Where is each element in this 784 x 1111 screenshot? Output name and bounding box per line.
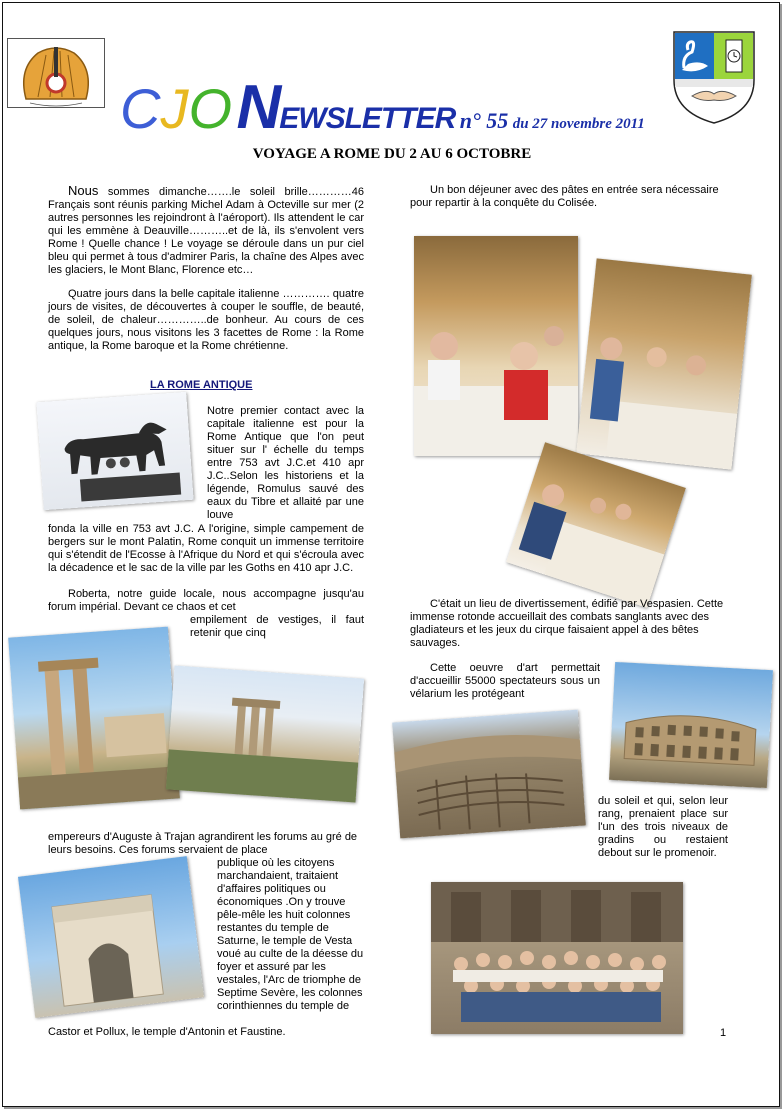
arch-drawing [18,856,204,1018]
forum-ruins-photo [166,666,364,803]
rome-antique-text-b: fonda la ville en 753 avt J.C. A l'origine, simple campement de bergers sur le mont Palatin, Rome conquit un immense territoire qui s'étendit de l'Ecosse à l'Afrique du Nord et qui s'écroula avec la décadence et le sac de la ville par les Goths en 410 apr J.C. [48,523,364,574]
group-photo [431,882,683,1034]
restaurant-photo-2 [576,258,752,469]
triumphal-arch-photo [18,856,204,1018]
intro-paragraph [48,184,364,277]
group-drawing [431,882,683,1034]
title-letter-o: O [188,77,233,140]
rome-antique-text-c: Roberta, notre guide locale, nous accompagne jusqu'au forum impérial. Devant ce chaos et cet [48,588,364,613]
temple-columns-drawing [8,627,180,810]
diners-drawing-1 [414,236,578,456]
she-wolf-statue-photo [36,392,193,510]
forum-columns-photo [8,627,180,810]
colosseum-interior-drawing [392,710,586,839]
lunch-paragraph: Un bon déjeuner avec des pâtes en entrée sera nécessaire pour repartir à la conquête du Colisée. [410,184,719,209]
rome-antique-text-a: Notre premier contact avec la capitale italienne est pour la Rome Antique que l'on peut situer sur l' échelle du temps entre 753 avt J.C.et 410 apr J.C..Selon les historiens et la légende, Romulus sauvé des eaux du Tibre et allaité par une louve [207,405,364,521]
town-crest [670,30,758,125]
second-paragraph: Quatre jours dans la belle capitale italienne …………. quatre jours de visites, de découvertes à couper le souffle, de beauté, de soleil, de chaleur…………..de bonheur. Au cours de ces quelques jours, nous visitons les 3 facettes de Rome : la Rome antique, la Rome baroque et la Rome chrétienne. [48,288,364,352]
page-number: 1 [720,1027,727,1039]
article-title: VOYAGE A ROME DU 2 AU 6 OCTOBRE [252,146,532,162]
issue-date: du 27 novembre 2011 [512,116,645,132]
forum-text-a: empereurs d'Auguste à Trajan agrandirent les forums au gré de leurs besoins. Ces forums servaient de place [48,831,358,856]
forum-ruins-drawing [166,666,364,803]
colisee-text-b: Cette oeuvre d'art permettait d'accueillir 55000 spectateurs sous un vélarium les protégeant [410,662,600,700]
diners-drawing-2 [576,258,752,469]
forum-text-c: Castor et Pollux, le temple d'Antonin et Faustine. [48,1026,286,1038]
issue-number: n° 55 [459,108,509,133]
forum-text-b: publique où les citoyens marchandaient, traitaient d'affaires politiques ou économiques .On y trouve pêle-mêle les huit colonnes restantes du temple de Saturne, le temple de Vesta voué au culte de la déesse du foyer et assuré par les vestales, l'Arc de triomphe de Septime Sevère, les colonnes corinthiennes du temple de [217,857,364,1012]
section-heading-rome-antique: LA ROME ANTIQUE [150,379,253,391]
colisee-text-a: C'était un lieu de divertissement, édifié par Vespasien. Cette immense rotonde accueillait des combats sanglants avec des gladiateurs et les jeux du cirque faisaient appel à des bêtes sauvages. [410,598,724,649]
intro-text: sommes dimanche…….le soleil brille…………46 Français sont réunis parking Michel Adam à Octeville sur mer (2 autres personnes les rejoindront à l'aéroport). Ils attendent le car qui les emmène à Deauville………..et de là, ils s'envolent vers Rome ! Quelle chance ! Le voyage se déroule dans un pur ciel bleu qui permet à tous d'admirer Paris, la chaîne des Alpes avec les glaciers, le Mont Blanc, Florence etc… [48,186,364,276]
colisee-text-c: du soleil et qui, selon leur rang, prenaient place sur l'un des trois niveaux de gradins ou restaient debout sur le promenoir. [598,795,728,859]
scallop-shell-logo-icon [8,39,104,107]
intro-first-word: Nous [68,183,99,198]
swan-clock-shield-icon [670,30,758,125]
colosseum-exterior-photo [609,662,773,788]
colosseum-interior-photo [392,710,586,839]
title-letter-j: J [160,77,189,140]
rome-antique-text-d: empilement de vestiges, il faut retenir que cinq [190,614,364,639]
newsletter-title [120,72,680,142]
title-letter-n: N [236,73,280,142]
colosseum-exterior-drawing [609,662,773,788]
title-letter-c: C [120,77,161,140]
she-wolf-silhouette [36,392,193,510]
club-logo [7,38,105,108]
restaurant-photo-1 [414,236,578,456]
title-rest: EWSLETTER [279,102,456,135]
